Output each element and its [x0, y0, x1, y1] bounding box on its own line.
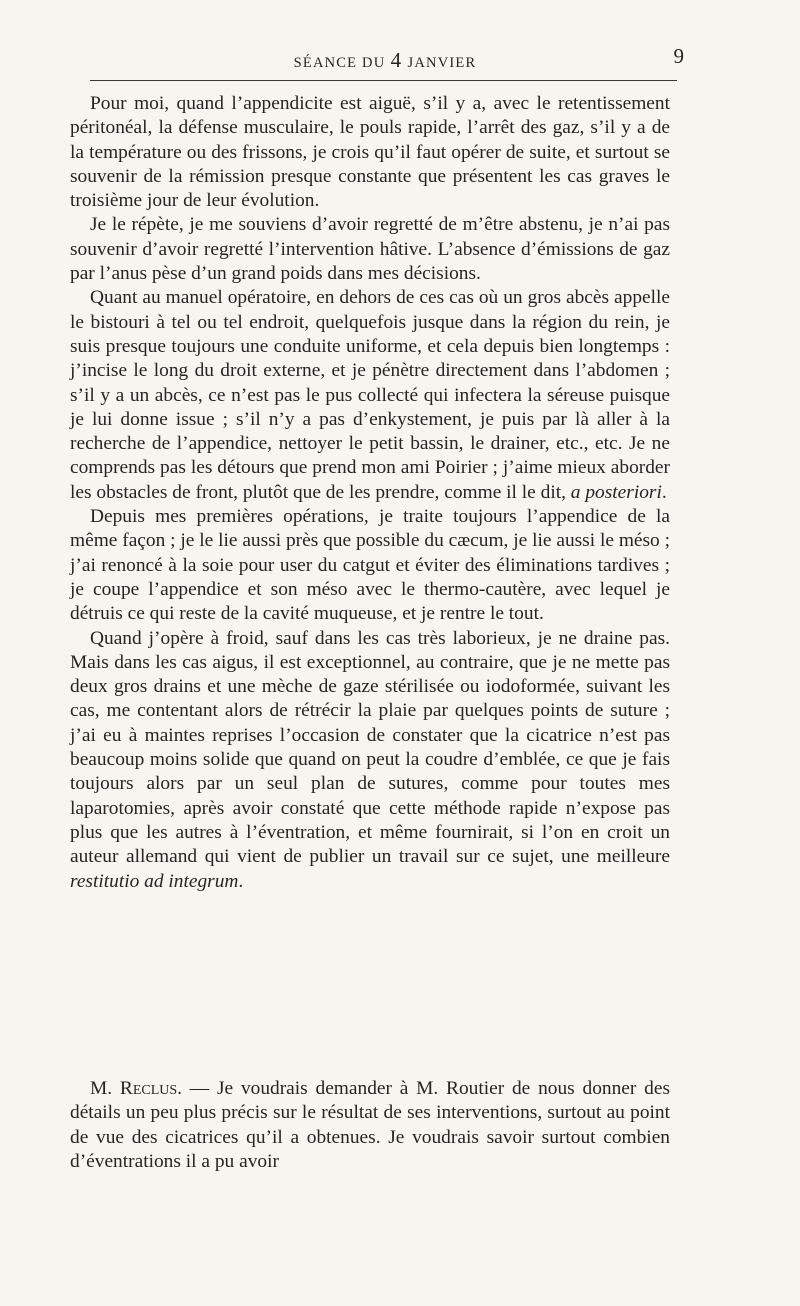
main-text — [70, 92, 670, 894]
reply-paragraph — [70, 1077, 670, 1174]
page-number: 9 — [673, 44, 684, 68]
paragraph-3-text: Quant au manuel opératoire, en dehors de ces cas où un gros abcès appelle le bistouri à tel ou tel endroit, quelquefois jusque dans la région du rein, je suis presque toujours une conduite uniforme, et cela depuis bien longtemps : j’incise le long du droit externe, et je pénètre directement dans l’abdomen ; s’il y a un abcès, ce n’est pas le pus collecté qui infectera la séreuse puisque je lui donne issue ; s’il n’y a pas d’enkystement, je puis par là aller à la recherche de l’appendice, nettoyer le petit bassin, le drainer, etc., etc. Je ne comprends pas les détours que prend mon ami Poirier ; j’aime mieux aborder les obstacles de front, plutôt que de les prendre, comme il le dit, — [70, 287, 670, 503]
reply-text: — Je voudrais demander à M. Routier de nous donner des détails un peu plus précis sur le résultat de ses interventions, surtout au point de vue des cicatrices qu’il a obtenues. Je voudrais savoir surtout combien d’éventrations il a pu avoir — [70, 1078, 670, 1172]
running-header — [90, 44, 684, 74]
paragraph-5-end: . — [238, 870, 244, 892]
paragraph-2: Je le répète, je me souviens d’avoir regretté de m’être abstenu, je n’ai pas souvenir d’avoir regretté l’intervention hâtive. L’absence d’émissions de gaz par l’anus pèse d’un grand poids dans mes décisions. — [70, 214, 670, 285]
header-title-month: JANVIER — [407, 55, 477, 71]
speaker-name: Reclus. — [119, 1078, 183, 1099]
paragraph-5 — [70, 627, 670, 894]
paragraph-3-end: . — [661, 481, 667, 503]
header-title — [90, 48, 680, 73]
header-title-day: 4 — [390, 48, 403, 72]
paragraph-5-italic: restitutio ad integrum — [70, 870, 239, 892]
paragraph-3-italic: a posteriori — [570, 481, 662, 503]
header-rule — [90, 80, 677, 81]
header-title-prefix: SÉANCE DU — [293, 55, 386, 71]
paragraph-5-text: Quand j’opère à froid, sauf dans les cas très laborieux, je ne draine pas. Mais dans les cas aigus, il est exceptionnel, au contraire, que je ne mette pas deux gros drains et une mèche de gaze stérilisée ou iodoformée, suivant les cas, me contentant alors de rétrécir la plaie par quelques points de suture ; j’ai eu à maintes reprises l’occasion de constater que la cicatrice n’est pas beaucoup moins solide que quand on peut la coudre d’emblée, ce que je fais toujours alors par un seul plan de sutures, comme pour toutes mes laparotomies, après avoir constaté que cette méthode rapide n’expose pas plus que les autres à l’éventration, et même fournirait, si l’on en croit un auteur allemand qui vient de publier un travail sur ce sujet, une meilleure — [70, 627, 670, 868]
paragraph-4: Depuis mes premières opérations, je traite toujours l’appendice de la même façon ; je le lie aussi près que possible du cæcum, je lie aussi le méso ; j’ai renoncé à la soie pour user du catgut et éviter des éliminations tardives ; je coupe l’appendice et son méso avec le thermo-cautère, avec lequel je détruis ce qui reste de la cavité muqueuse, et je rentre le tout. — [70, 506, 670, 625]
paragraph-3 — [70, 286, 670, 505]
reply-section — [70, 1077, 670, 1174]
speaker-prefix: M. — [90, 1078, 113, 1099]
paragraph-1: Pour moi, quand l’appendicite est aiguë, s’il y a, avec le retentissement péritonéal, la défense musculaire, le pouls rapide, l’arrêt des gaz, s’il y a de la température ou des frissons, je crois qu’il faut opérer de suite, et surtout se souvenir de la rémission presque constante que présentent les cas graves le troisième jour de leur évolution. — [70, 93, 670, 212]
